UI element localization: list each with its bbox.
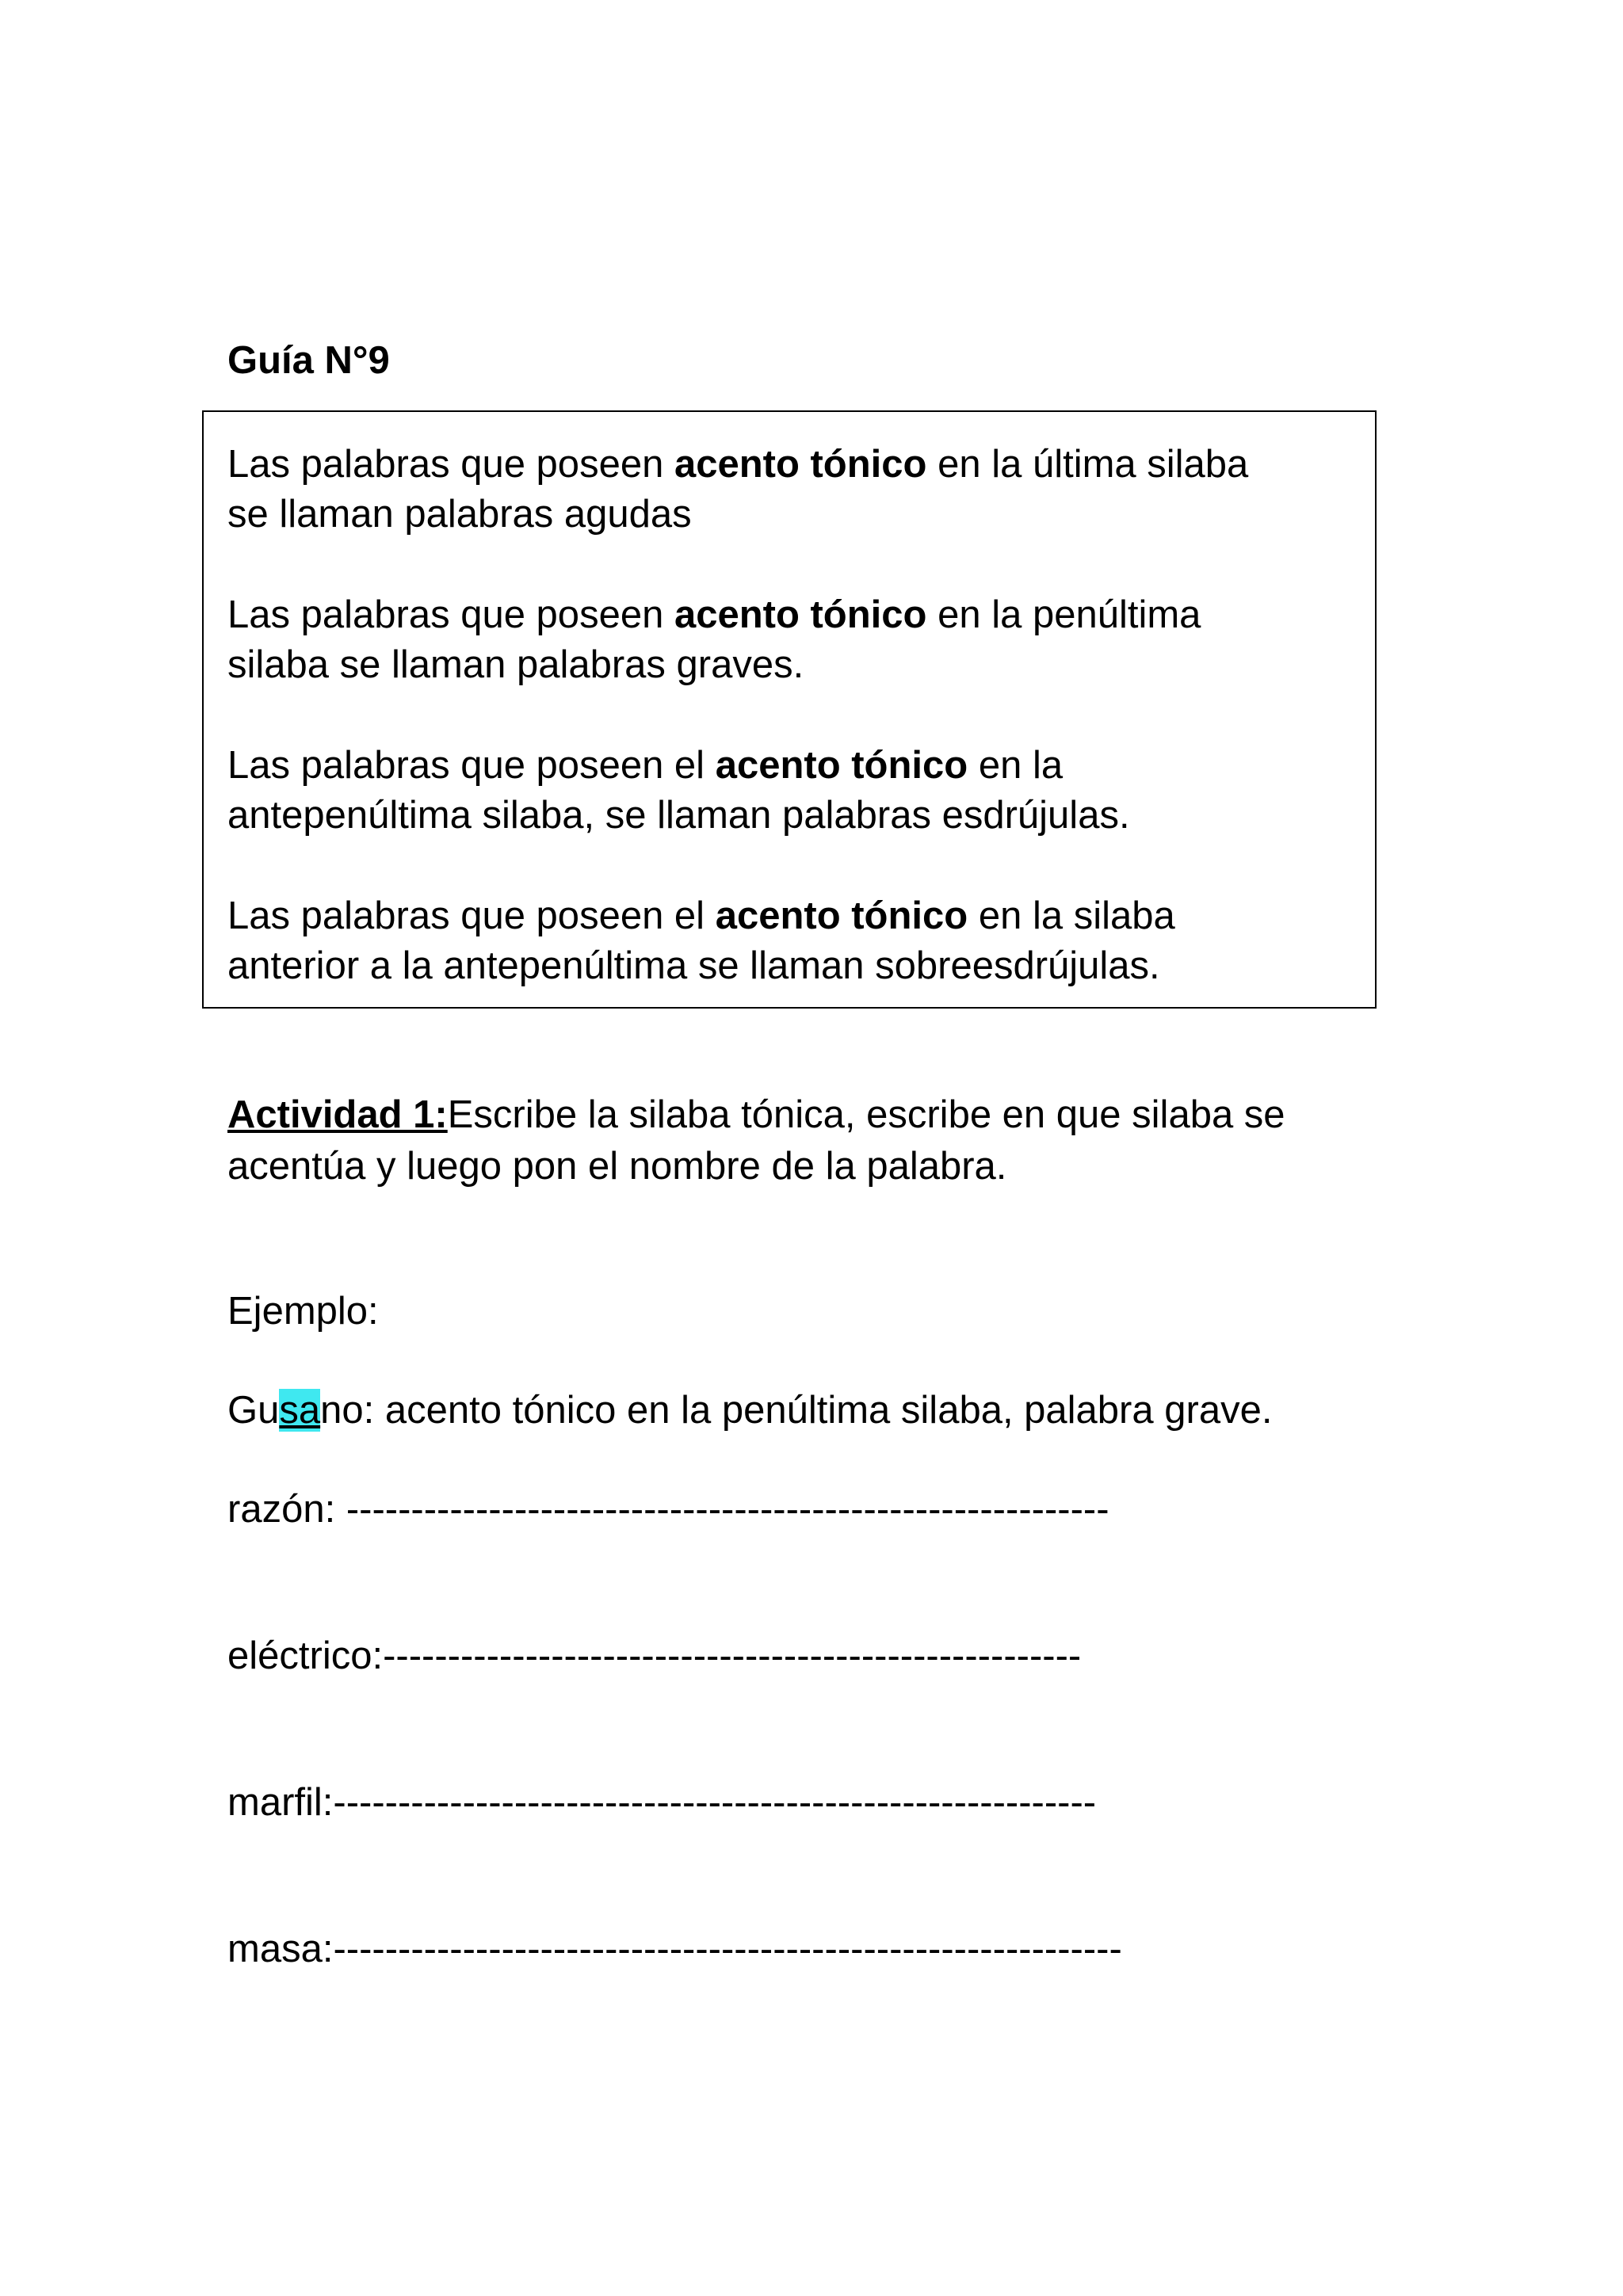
rules-box bbox=[202, 410, 1377, 1009]
rule-text: silaba se llaman palabras graves. bbox=[227, 643, 804, 686]
exercise-word: eléctrico: bbox=[227, 1634, 384, 1677]
answer-line: ----------------------------------------------------------- bbox=[346, 1488, 1109, 1531]
rule-bold-term: acento tónico bbox=[715, 744, 968, 787]
rule-text: Las palabras que poseen bbox=[227, 443, 674, 486]
rule-agudas bbox=[227, 440, 1369, 540]
rule-bold-term: acento tónico bbox=[674, 593, 927, 636]
rule-text: en la bbox=[968, 744, 1064, 787]
rule-text: Las palabras que poseen bbox=[227, 593, 674, 636]
answer-line: ----------------------------------------------------------- bbox=[333, 1781, 1097, 1824]
exercise-item bbox=[227, 1779, 1096, 1826]
rule-graves bbox=[227, 590, 1369, 690]
rule-text: en la última silaba bbox=[926, 443, 1249, 486]
rule-bold-term: acento tónico bbox=[674, 443, 927, 486]
activity-text: acentúa y luego pon el nombre de la palabra. bbox=[227, 1145, 1007, 1188]
rule-text: Las palabras que poseen el bbox=[227, 894, 716, 937]
rule-esdrujulas bbox=[227, 741, 1369, 841]
rule-sobreesdrujulas bbox=[227, 891, 1369, 991]
activity-instructions bbox=[227, 1089, 1285, 1192]
rule-text: Las palabras que poseen el bbox=[227, 744, 716, 787]
exercise-word: razón: bbox=[227, 1488, 346, 1531]
activity-label: Actividad 1: bbox=[227, 1093, 448, 1136]
example-line bbox=[227, 1386, 1272, 1434]
exercise-item bbox=[227, 1486, 1109, 1533]
exercise-word: marfil: bbox=[227, 1781, 334, 1824]
example-label: Ejemplo: bbox=[227, 1290, 379, 1333]
rule-text: se llaman palabras agudas bbox=[227, 493, 692, 536]
answer-line: ------------------------------------------------------ bbox=[383, 1634, 1082, 1677]
highlighted-syllable: sa bbox=[279, 1389, 321, 1432]
rule-text: antepenúltima silaba, se llaman palabras esdrújulas. bbox=[227, 794, 1130, 837]
rule-bold-term: acento tónico bbox=[715, 894, 968, 937]
rule-text: en la silaba bbox=[968, 894, 1175, 937]
example-text: Gu bbox=[227, 1389, 280, 1432]
rule-text: en la penúltima bbox=[926, 593, 1201, 636]
activity-text: Escribe la silaba tónica, escribe en que silaba se bbox=[447, 1093, 1285, 1136]
exercise-word: masa: bbox=[227, 1928, 334, 1970]
example-text: no: acento tónico en la penúltima silaba, palabra grave. bbox=[320, 1389, 1273, 1432]
rule-text: anterior a la antepenúltima se llaman sobreesdrújulas. bbox=[227, 944, 1160, 987]
exercise-item bbox=[227, 1925, 1122, 1973]
answer-line: ------------------------------------------------------------- bbox=[333, 1928, 1122, 1970]
exercise-item bbox=[227, 1632, 1081, 1680]
guide-title: Guía N°9 bbox=[227, 339, 390, 382]
